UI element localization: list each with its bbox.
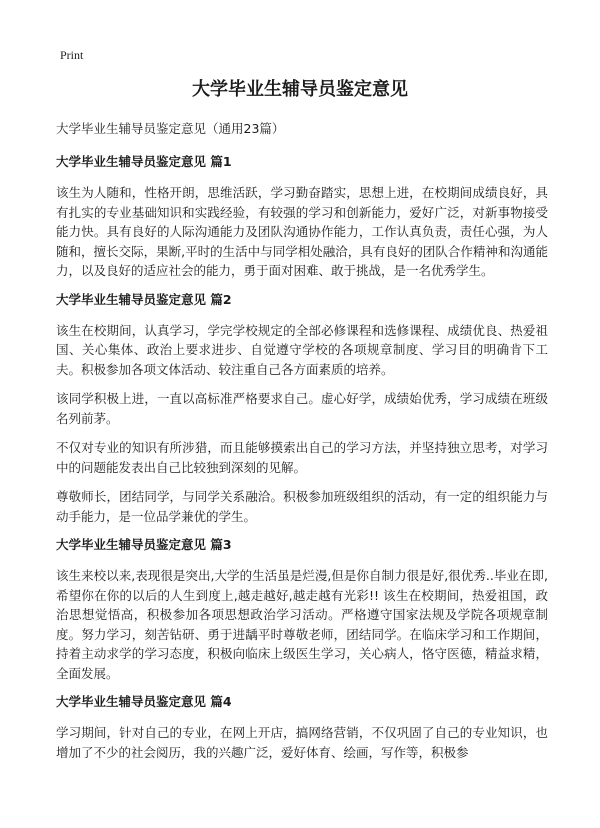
document-subtitle: 大学毕业生辅导员鉴定意见（通用23篇） [56, 121, 285, 136]
section-3 [56, 536, 548, 683]
section-1 [56, 153, 548, 281]
paragraph: 不仅对专业的知识有所涉猎，而且能够摸索出自己的学习方法，并坚持独立思考，对学习中的问题能发表出自己比较独到深刻的见解。 [56, 440, 548, 475]
page-title: 大学毕业生辅导员鉴定意见 [192, 79, 408, 100]
section-heading: 大学毕业生辅导员鉴定意见 篇1 [56, 154, 232, 169]
paragraph: 该生来校以来,表现很是突出,大学的生活虽是烂漫,但是你自制力很是好,很优秀..毕业在即,希望你在你的以后的人生到度上,越走越好,越走越有光彩!! 该生在校期间，热爱祖国，政治思想觉悟高，积极参加各项思想政治学习活动。严格遵守国家法规及学院各项规章制度。努力学习，刻苦钻研、勇于进龋平时尊敬老师，团结同学。在临床学习和工作期间，持着主动求学的学习态度，积极向临床上级医生学习，关心病人，恪守医德，精益求精，全面发展。 [56, 568, 548, 681]
section-4 [56, 693, 548, 762]
paragraph: 学习期间，针对自己的专业，在网上开店，搞网络营销，不仅巩固了自己的专业知识，也增加了不少的社会阅历，我的兴趣广泛，爱好体育、绘画，写作等，积极参 [56, 725, 548, 760]
print-link[interactable]: Print [60, 48, 84, 62]
section-2 [56, 291, 548, 527]
section-heading: 大学毕业生辅导员鉴定意见 篇3 [56, 537, 232, 552]
paragraph: 该生在校期间，认真学习，学完学校规定的全部必修课程和选修课程、成绩优良、热爱祖国、关心集体、政治上要求进步、自觉遵守学校的各项规章制度、学习目的明确肯下工夫。积极参加各项文体活动、较注重自己各方面素质的培养。 [56, 322, 548, 377]
document-body [56, 120, 548, 772]
section-heading: 大学毕业生辅导员鉴定意见 篇4 [56, 694, 232, 709]
paragraph: 该同学积极上进，一直以高标准严格要求自己。虚心好学，成绩始优秀，学习成绩在班级名列前茅。 [56, 391, 548, 426]
paragraph: 该生为人随和，性格开朗，思维活跃，学习勤奋踏实，思想上进，在校期间成绩良好，具有扎实的专业基础知识和实践经验，有较强的学习和创新能力，爱好广泛，对新事物接受能力快。具有良好的人际沟通能力及团队沟通协作能力，工作认真负责，责任心强，为人随和，擅长交际，果断,平时的生活中与同学相处融洽，具有良好的团队合作精神和沟通能力，以及良好的适应社会的能力，勇于面对困难、敢于挑战，是一名优秀学生。 [56, 185, 548, 278]
paragraph: 尊敬师长，团结同学，与同学关系融洽。积极参加班级组织的活动，有一定的组织能力与动手能力，是一位品学兼优的学生。 [56, 489, 548, 524]
section-heading: 大学毕业生辅导员鉴定意见 篇2 [56, 291, 232, 307]
